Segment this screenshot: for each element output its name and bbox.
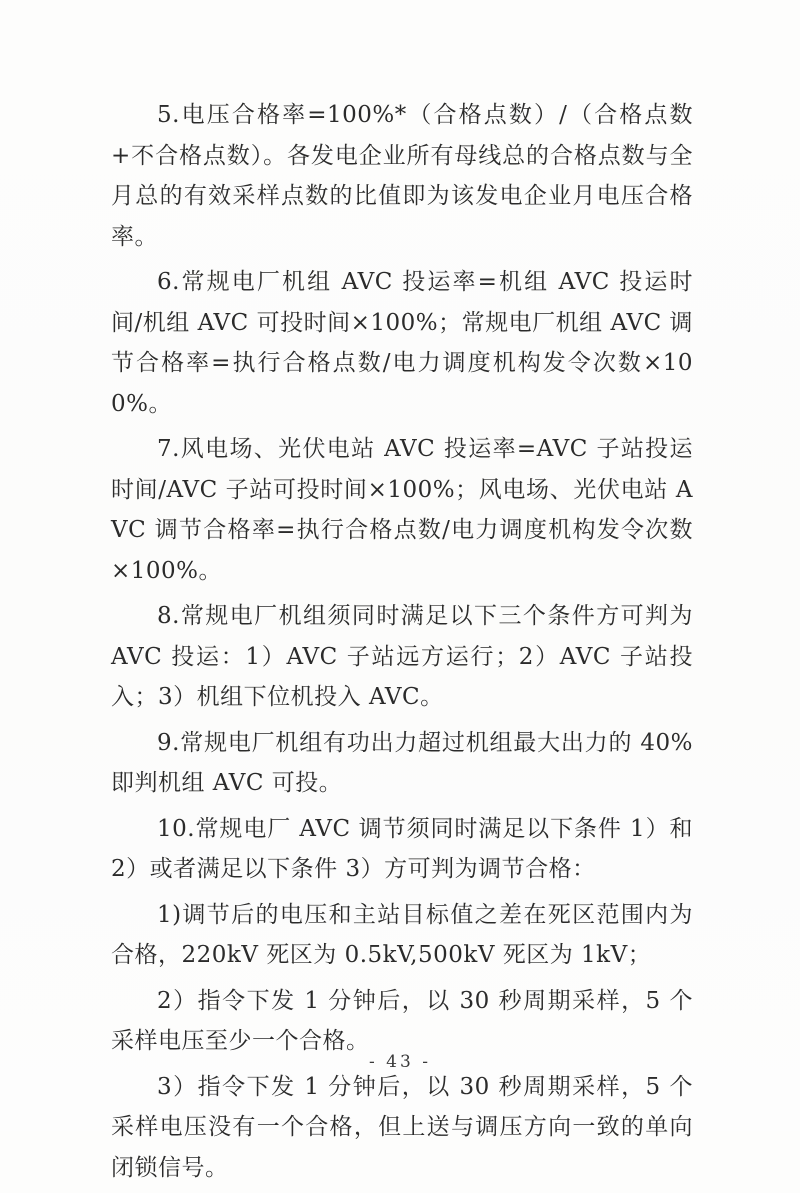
page-number: - 43 -	[369, 1052, 431, 1072]
paragraph: 10.常规电厂 AVC 调节须同时满足以下条件 1）和 2）或者满足以下条件 3）方可判为调节合格：	[111, 815, 693, 882]
paragraph: 8.常规电厂机组须同时满足以下三个条件方可判为 AVC 投运：1）AVC 子站远方运行；2）AVC 子站投入；3）机组下位机投入 AVC。	[111, 603, 693, 710]
paragraph: 6.常规电厂机组 AVC 投运率=机组 AVC 投运时间/机组 AVC 可投时间×100%；常规电厂机组 AVC 调节合格率=执行合格点数/电力调度机构发令次数×100%。	[111, 269, 693, 417]
paragraph: 9.常规电厂机组有功出力超过机组最大出力的 40%即判机组 AVC 可投。	[111, 729, 693, 796]
paragraph: 1)调节后的电压和主站目标值之差在死区范围内为合格，220kV 死区为 0.5kV,500kV 死区为 1kV；	[111, 901, 693, 968]
paragraph: 3）指令下发 1 分钟后，以 30 秒周期采样，5 个采样电压没有一个合格，但上送与调压方向一致的单向闭锁信号。	[111, 1073, 693, 1181]
paragraph: 5.电压合格率=100%*（合格点数）/（合格点数+不合格点数）。各发电企业所有母线总的合格点数与全月总的有效采样点数的比值即为该发电企业月电压合格率。	[111, 102, 693, 250]
paragraph: 2）指令下发 1 分钟后，以 30 秒周期采样，5 个采样电压至少一个合格。	[111, 987, 693, 1054]
paragraph: 7.风电场、光伏电站 AVC 投运率=AVC 子站投运时间/AVC 子站可投时间×100%；风电场、光伏电站 AVC 调节合格率=执行合格点数/电力调度机构发令次数×100%。	[111, 436, 693, 584]
document-body	[111, 95, 693, 1193]
